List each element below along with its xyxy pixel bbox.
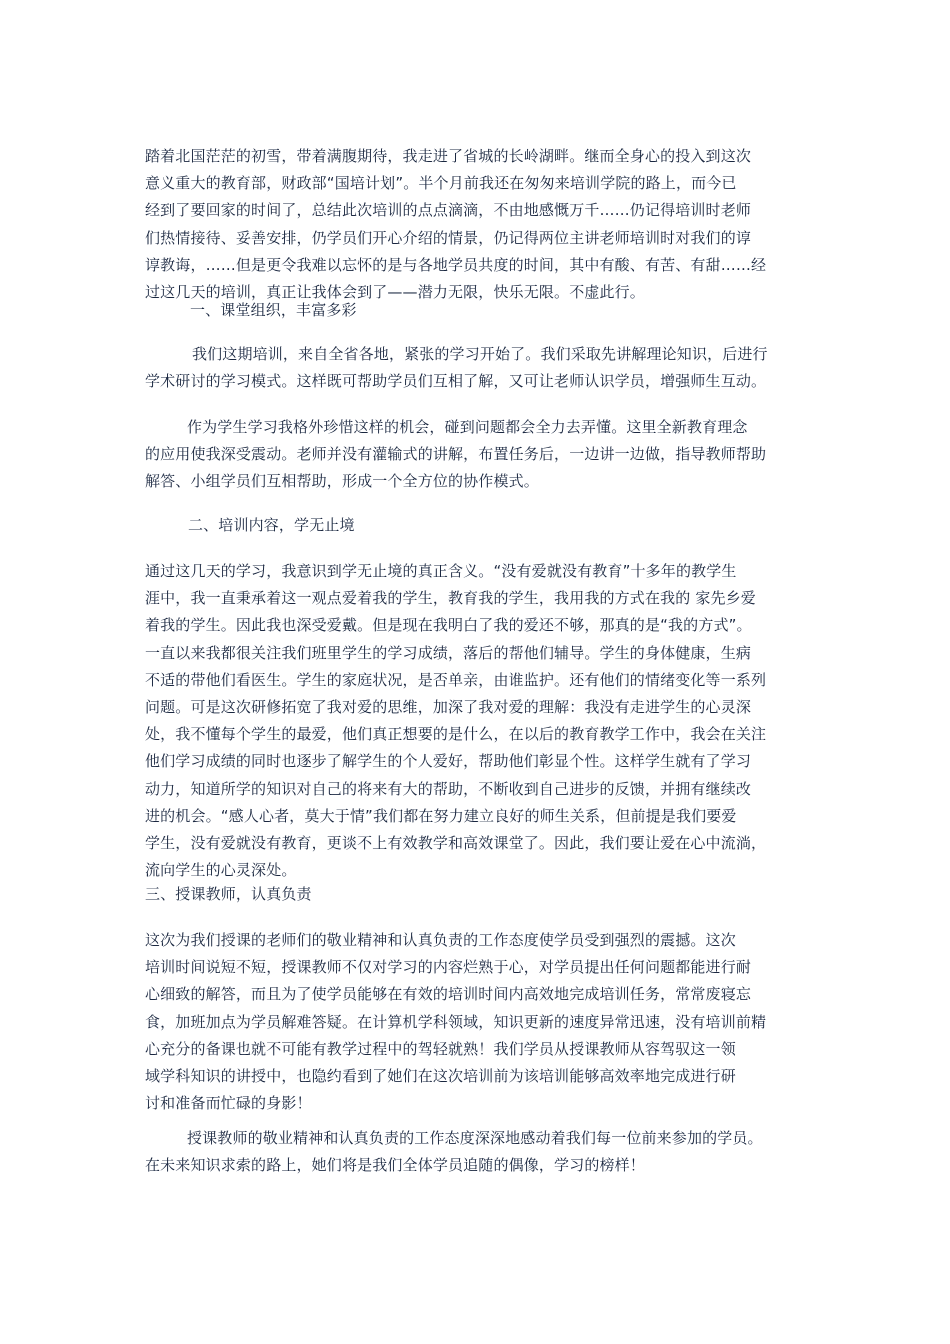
text-line: 这次为我们授课的老师们的敬业精神和认真负责的工作态度使学员受到强烈的震撼。这次 bbox=[145, 931, 736, 949]
text-line: 心充分的备课也就不可能有教学过程中的驾轻就熟！我们学员从授课教师从容驾驭这一领 bbox=[145, 1039, 736, 1058]
text-line: 谆教诲，……但是更令我难以忘怀的是与各地学员共度的时间，其中有酸、有苦、有甜……经 bbox=[145, 255, 767, 274]
text-line: 涯中，我一直秉承着这一观点爱着我的学生，教育我的学生，我用我的方式在我的 家先乡爱 bbox=[145, 589, 756, 608]
text-line: 食，加班加点为学员解难答疑。在计算机学科领域，知识更新的速度异常迅速，没有培训前精 bbox=[145, 1012, 767, 1031]
text-line: 在未来知识求索的路上，她们将是我们全体学员追随的偶像，学习的榜样！ bbox=[145, 1156, 645, 1175]
text-line: 问题。可是这次研修拓宽了我对爱的思维，加深了我对爱的理解：我没有走进学生的心灵深 bbox=[145, 698, 752, 717]
section3-paragraph-2 bbox=[145, 1125, 817, 1179]
section1-paragraph-2 bbox=[145, 414, 817, 496]
section1-paragraph-1 bbox=[145, 341, 817, 395]
text-line: 通过这几天的学习，我意识到学无止境的真正含义。“没有爱就没有教育”十多年的教学生 bbox=[145, 562, 737, 580]
text-line: 我们这期培训，来自全省各地，紧张的学习开始了。我们采取先讲解理论知识，后进行 bbox=[192, 345, 768, 363]
text-line: 解答、小组学员们互相帮助，形成一个全方位的协作模式。 bbox=[145, 472, 539, 491]
text-line: 动力，知道所学的知识对自己的将来有大的帮助，不断收到自己进步的反馈，并拥有继续改 bbox=[145, 779, 752, 798]
text-line: 授课教师的敬业精神和认真负责的工作态度深深地感动着我们每一位前来参加的学员。 bbox=[187, 1129, 763, 1147]
text-line: 学术研讨的学习模式。这样既可帮助学员们互相了解，又可让老师认识学员，增强师生互动。 bbox=[145, 372, 767, 391]
section2-paragraph-1 bbox=[145, 558, 817, 884]
text-line: 进的机会。“感人心者，莫大于情”我们都在努力建立良好的师生关系，但前提是我们要爱 bbox=[145, 806, 737, 825]
text-line: 心细致的解答，而且为了使学员能够在有效的培训时间内高效地完成培训任务，常常废寝忘 bbox=[145, 985, 752, 1004]
text-line: 域学科知识的讲授中，也隐约看到了她们在这次培训前为该培训能够高效率地完成进行研 bbox=[145, 1067, 736, 1086]
text-line: 培训时间说短不短，授课教师不仅对学习的内容烂熟于心，对学员提出任何问题都能进行耐 bbox=[145, 958, 752, 977]
text-line: 一直以来我都很关注我们班里学生的学习成绩，落后的帮他们辅导。学生的身体健康，生病 bbox=[145, 643, 752, 662]
section3-heading: 三、授课教师，认真负责 bbox=[145, 885, 312, 903]
text-line: 流向学生的心灵深处。 bbox=[145, 861, 297, 880]
text-line: 踏着北国茫茫的初雪，带着满腹期待，我走进了省城的长岭湖畔。继而全身心的投入到这次 bbox=[145, 147, 752, 165]
intro-paragraph bbox=[145, 143, 817, 306]
text-line: 过这几天的培训，真正让我体会到了——潜力无限，快乐无限。不虚此行。 bbox=[145, 283, 645, 302]
text-line: 不适的带他们看医生。学生的家庭状况，是否单亲，由谁监护。还有他们的情绪变化等一系列 bbox=[145, 670, 767, 689]
section2-heading: 二、培训内容，学无止境 bbox=[188, 516, 355, 534]
text-line: 他们学习成绩的同时也逐步了解学生的个人爱好，帮助他们彰显个性。这样学生就有了学习 bbox=[145, 752, 752, 771]
text-line: 学生，没有爱就没有教育，更谈不上有效教学和高效课堂了。因此，我们要让爱在心中流淌， bbox=[145, 834, 767, 853]
text-line: 经到了要回家的时间了，总结此次培训的点点滴滴，不由地感慨万千……仍记得培训时老师 bbox=[145, 201, 752, 220]
text-line: 着我的学生。因此我也深受爱戴。但是现在我明白了我的爱还不够，那真的是“我的方式”。 bbox=[145, 616, 752, 635]
text-line: 讨和准备而忙碌的身影！ bbox=[145, 1094, 312, 1113]
section1-heading: 一、课堂组织，丰富多彩 bbox=[190, 301, 357, 319]
text-line: 作为学生学习我格外珍惜这样的机会，碰到问题都会全力去弄懂。这里全新教育理念 bbox=[187, 418, 748, 436]
text-line: 处，我不懂每个学生的最爱，他们真正想要的是什么，在以后的教育教学工作中，我会在关注 bbox=[145, 725, 767, 744]
text-line: 意义重大的教育部，财政部“国培计划”。半个月前我还在匆匆来培训学院的路上，而今已 bbox=[145, 174, 737, 193]
text-line: 们热情接待、妥善安排，仍学员们开心介绍的情景，仍记得两位主讲老师培训时对我们的谆 bbox=[145, 228, 752, 247]
section3-paragraph-1 bbox=[145, 927, 817, 1117]
text-line: 的应用使我深受震动。老师并没有灌输式的讲解，布置任务后，一边讲一边做，指导教师帮助 bbox=[145, 445, 767, 464]
